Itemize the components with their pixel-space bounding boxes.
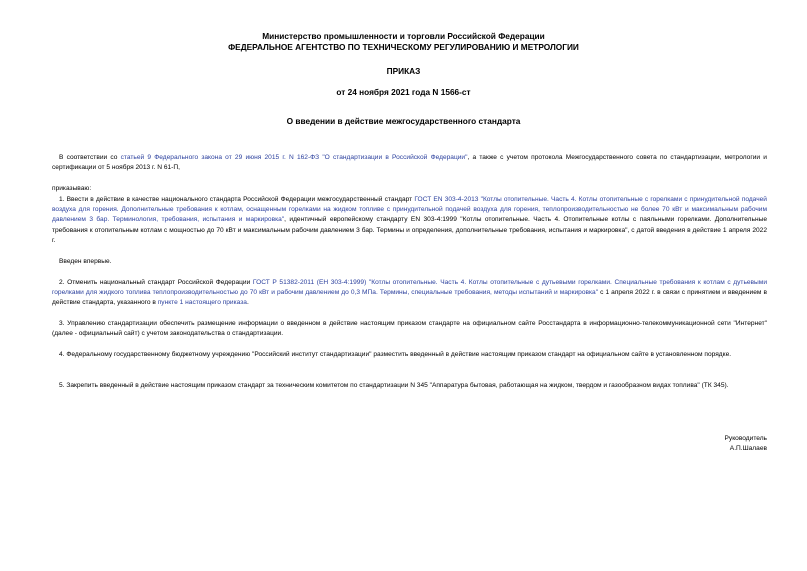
gost-en-303-4-2013-link[interactable]: ГОСТ EN 303-4-2013 "Котлы отопительные. Часть 4. Котлы отопительные с горелками с принудительной подачей воздуха для горения. Дополнительные требования к котлам, оснащенным горелками на жидком топливе с принудительной подачей воздуха для горения, теплопроизводительностью не более 70 кВт и максимальным рабочим давлением 3 бар. Терминология, требования, испытания и маркировка"	[52, 196, 767, 224]
agency-name: ФЕДЕРАЛЬНОЕ АГЕНТСТВО ПО ТЕХНИЧЕСКОМУ РЕГУЛИРОВАНИЮ И МЕТРОЛОГИИ	[228, 42, 579, 52]
document-type: ПРИКАЗ	[386, 66, 421, 76]
ministry-name: Министерство промышленности и торговли Российской Федерации	[262, 31, 545, 41]
preamble-paragraph	[52, 153, 767, 173]
federal-law-link[interactable]: статьей 9 Федерального закона от 29 июня 2015 г. N 162-ФЗ "О стандартизации в Российской Федерации"	[120, 154, 468, 161]
item-2-text-cont: с 1 апреля 2022 г. в связи с принятием и введением в действие стандарта, указанного в	[52, 289, 767, 307]
order-word: приказываю:	[52, 185, 92, 192]
signatory-role: Руководитель	[724, 435, 767, 442]
item-1-text-cont: , идентичный европейскому стандарту EN 303-4:1999 "Котлы отопительные. Часть 4. Отопительные котлы с паяльными горелками. Дополнительные требования к отопительным котлам с мощностью до 70 кВт и максимальным рабочим давлением 3 бар. Термины и определения, дополнительные требования, испытания и маркировка", с датой введения в действие 1 апреля 2022 г.	[52, 216, 767, 244]
signatory-name: А.П.Шалаев	[729, 445, 767, 452]
item-1-reference-link[interactable]: пункте 1 настоящего приказа	[157, 299, 247, 307]
item-1-paragraph	[52, 195, 767, 246]
page-title: О введении в действие межгосударственного стандарта	[286, 116, 521, 126]
first-introduced-note: Введен впервые.	[59, 258, 112, 265]
date-number: от 24 ноября 2021 года N 1566-ст	[336, 87, 471, 97]
preamble-text: В соответствии со	[59, 154, 121, 161]
item-4-paragraph: 4. Федеральному государственному бюджетному учреждению "Российский институт стандартизации" разместить введенный в действие настоящим приказом стандарт на официальном сайте в установленном порядке.	[59, 351, 732, 358]
preamble-text-cont: , а также с учетом протокола Межгосударственного совета по стандартизации, метрологии и сертификации от 5 ноября 2013 г. N 61-П,	[52, 154, 767, 172]
item-5-paragraph: 5. Закрепить введенный в действие настоящим приказом стандарт за техническим комитетом по стандартизации N 345 "Аппаратура бытовая, работающая на жидком, твердом и газообразном видах топлива" (ТК 345).	[59, 382, 729, 389]
gost-r-51382-2011-link[interactable]: ГОСТ Р 51382-2011 (ЕН 303-4:1999) "Котлы отопительные. Часть 4. Котлы отопительные с дутьевыми горелками. Специальные требования к котлам с дутьевыми горелками для жидкого топлива теплопроизводительностью до 70 кВт и рабочим давлением до 0,3 МПа. Термины, специальные требования, методы испытаний и маркировка"	[52, 279, 768, 297]
item-2-text: 2. Отменить национальный стандарт Российской Федерации	[59, 279, 253, 286]
item-2-paragraph	[52, 278, 767, 309]
item-3-paragraph: 3. Управлению стандартизации обеспечить размещение информации о введенном в действие настоящим приказом стандарте на официальном сайте Росстандарта в информационно-телекоммуникационной сети "Интернет" (далее - официальный сайт) с учетом законодательства о стандартизации.	[52, 320, 767, 338]
item-1-text: 1. Ввести в действие в качестве национального стандарта Российской Федерации межгосударственный стандарт	[59, 196, 415, 203]
item-2-text-end: .	[246, 299, 249, 307]
